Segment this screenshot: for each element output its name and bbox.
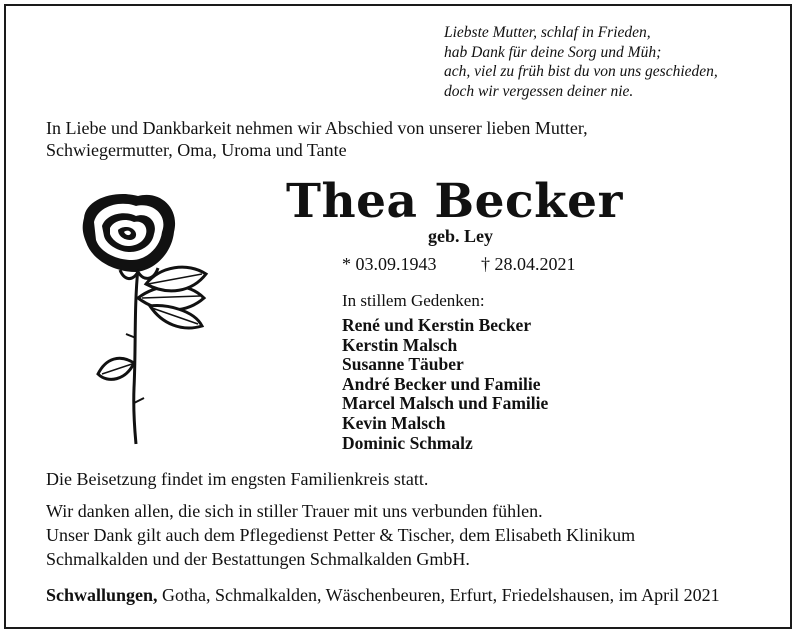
thanks-line: Wir danken allen, die sich in stiller Trauer mit uns verbunden fühlen. xyxy=(46,501,543,521)
burial-note: Die Beisetzung findet im engsten Familienkreis statt. xyxy=(46,469,429,489)
intro-line: In Liebe und Dankbarkeit nehmen wir Abschied von unserer lieben Mutter, xyxy=(46,118,588,138)
poem-line: doch wir vergessen deiner nie. xyxy=(444,82,634,100)
birth-date: * 03.09.1943 xyxy=(342,254,437,274)
poem-line: hab Dank für deine Sorg und Müh; xyxy=(444,43,662,61)
thanks-line: Unser Dank gilt auch dem Pflegedienst Petter & Tischer, dem Elisabeth Klinikum xyxy=(46,525,636,545)
mourner: Dominic Schmalz xyxy=(342,432,473,453)
thanks-line: Schmalkalden und der Bestattungen Schmalkalden GmbH. xyxy=(46,549,470,569)
mourner: Marcel Malsch und Familie xyxy=(342,393,549,414)
other-places: Gotha, Schmalkalden, Wäschenbeuren, Erfurt, Friedelshausen, im April 2021 xyxy=(157,585,720,605)
poem-line: Liebste Mutter, schlaf in Frieden, xyxy=(444,24,651,41)
memory-heading: In stillem Gedenken: xyxy=(342,291,485,310)
mourners-list xyxy=(342,316,548,453)
thanks-text xyxy=(46,499,635,571)
intro-line: Schwiegermutter, Oma, Uroma und Tante xyxy=(46,140,347,160)
death-date: † 28.04.2021 xyxy=(481,254,576,274)
poem-line: ach, viel zu früh bist du von uns geschieden, xyxy=(444,63,718,80)
mourner: André Becker und Familie xyxy=(342,373,541,394)
deceased-name: Thea Becker xyxy=(286,174,623,229)
rose-icon xyxy=(76,188,216,446)
mourner: Kerstin Malsch xyxy=(342,334,458,355)
main-place: Schwallungen, xyxy=(46,585,158,605)
life-dates xyxy=(342,254,576,275)
birth-name: geb. Ley xyxy=(428,226,493,246)
mourner: Kevin Malsch xyxy=(342,412,446,433)
poem xyxy=(444,23,718,101)
intro-text xyxy=(46,117,588,161)
mourner: René und Kerstin Becker xyxy=(342,315,532,335)
places-line xyxy=(46,585,720,606)
mourner: Susanne Täuber xyxy=(342,354,464,375)
